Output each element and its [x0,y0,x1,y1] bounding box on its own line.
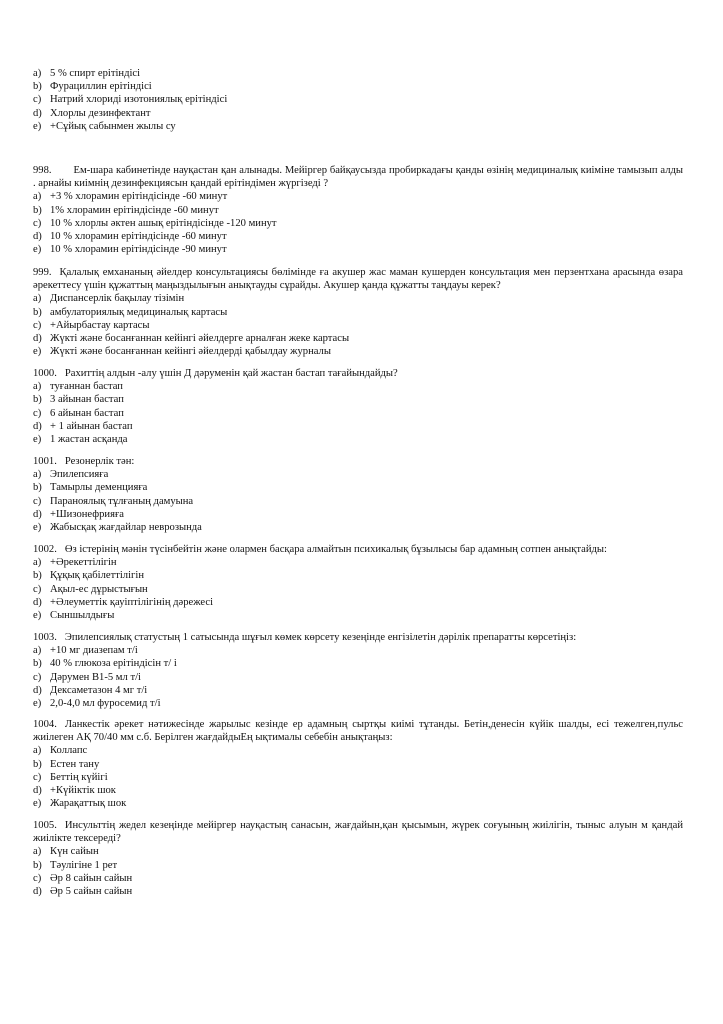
question-number: 999. [33,267,52,278]
option-letter: e) [33,434,42,446]
option-letter: e) [33,610,42,622]
question-block [33,367,683,446]
option-letter: b) [33,570,42,582]
option-text: Беттің күйігі [50,771,108,783]
option-letter: b) [33,394,42,406]
option-letter: c) [33,583,42,595]
option-text: Әр 8 сайын сайын [50,872,133,884]
option-letter: b) [33,81,42,93]
option-letter: a) [33,293,42,305]
option [33,495,683,508]
option [33,481,683,494]
option [33,569,683,582]
question-number: 1004. [33,719,57,730]
option-text: 10 % хлорамин ерітіндісінде -90 минут [50,244,227,256]
option-text: +Күйіктік шок [50,785,116,797]
option [33,107,683,120]
option-text: Коллапс [50,745,88,757]
option-letter: c) [33,217,42,229]
option-letter: e) [33,798,42,810]
option-text: Жүкті және босанғаннан кейінгі әйелдерге арналған жеке картасы [50,333,350,345]
option-text: Жүкті және босанғаннан кейінгі әйелдерді қабылдау журналы [50,346,331,358]
question-body: Резонерлік тән: [64,456,135,467]
option-letter: a) [33,557,42,569]
option-text: Хлорлы дезинфектант [50,107,151,119]
option-letter: b) [33,204,42,216]
option-text: Ақыл-ес дұрыстығын [50,583,148,595]
option [33,345,683,358]
option [33,657,683,670]
option-letter: a) [33,846,42,858]
option-letter: d) [33,785,42,797]
question-body: Ланкестік әрекет нәтижесінде жарылыс кезінде ер адамның сыртқы киімі тұтанды. Бетін,денесін күйік шалды, есі тежелген,пульс жиілеген АҚ 70/40 мм с.б. Берілген жағдайдыЕң ықтималы себебін анықтаңыз: [33,719,683,744]
option [33,93,683,106]
option-letter: a) [33,191,42,203]
option [33,230,683,243]
option-letter: a) [33,68,42,79]
option [33,609,683,622]
option-letter: a) [33,645,42,657]
option-letter: d) [33,420,42,432]
option-text: Тәулігіне 1 рет [50,859,118,871]
option [33,468,683,481]
question-number: 1000. [33,368,57,379]
option-text: Дексаметазон 4 мг т/і [50,684,148,696]
option [33,319,683,332]
option-letter: b) [33,306,42,318]
question-number: 998. [33,165,52,176]
question-block [33,67,683,133]
question-text [33,367,683,380]
option-text: +Әлеуметтік қауіптілігінің дәрежесі [50,596,214,608]
option [33,758,683,771]
option [33,521,683,534]
option-text: Күн сайын [50,846,99,858]
option-letter: e) [33,522,42,534]
option-letter: e) [33,698,42,710]
option-text: Жарақаттық шок [50,798,127,810]
option [33,644,683,657]
option [33,885,683,898]
question-body: Эпилепсиялық статустың 1 сатысында шұғыл көмек көрсету кезеңінде енгізілетін дәрілік препаратты көрсетіңіз: [64,632,577,643]
option [33,845,683,858]
option [33,393,683,406]
option [33,120,683,133]
option [33,306,683,319]
option-letter: c) [33,872,42,884]
question-text [33,543,683,556]
option [33,190,683,203]
option [33,420,683,433]
option [33,556,683,569]
question-block [33,164,683,256]
option [33,80,683,93]
option-text: Параноялық тұлғаның дамуына [50,495,194,507]
question-number: 1003. [33,632,57,643]
option-text: туғаннан бастап [50,381,123,393]
option-letter: c) [33,94,42,106]
option-letter: d) [33,596,42,608]
question-block [33,819,683,898]
option-text: Диспансерлік бақылау тізімін [50,293,185,305]
option [33,380,683,393]
option-letter: e) [33,120,42,132]
option-letter: c) [33,407,42,419]
option [33,583,683,596]
question-text [33,455,683,468]
option-text: Дәрумен В1-5 мл т/і [50,671,141,683]
option-text: Жабысқақ жағдайлар неврозында [50,522,202,534]
option-text: Тамырлы деменцияға [50,482,148,494]
option-text: 40 % глюкоза ерітіндісін т/ і [50,658,177,670]
option-text: 5 % спирт ерітіндісі [50,68,141,79]
option [33,596,683,609]
option [33,433,683,446]
option-letter: e) [33,346,42,358]
option-text: 1% хлорамин ерітіндісінде -60 минут [50,204,219,216]
option-letter: c) [33,771,42,783]
option-letter: c) [33,495,42,507]
question-text [33,819,683,845]
option-letter: d) [33,333,42,345]
question-block [33,543,683,622]
option-letter: b) [33,658,42,670]
option [33,744,683,757]
option [33,872,683,885]
question-body: Қалалық емхананың әйелдер консультациясы бөлімінде ға акушер жас маман кушерден консультация мен перзентхана арасында өзара әрекеттесу үшін құжаттың маңыздылығын анықтауды сұрайды. Акушер қанда құжатты таңдауы керек? [33,267,683,292]
option-text: + 1 айынан бастап [50,420,133,432]
question-block [33,631,683,710]
option-letter: a) [33,381,42,393]
option-letter: d) [33,508,42,520]
option [33,217,683,230]
option [33,671,683,684]
option-text: Құқық қабілеттілігін [50,570,144,582]
question-body: Ем-шара кабинетінде науқастан қан алынады. Мейіргер байқаусызда пробиркадағы қанды өзінің медициналық киіміне тамызып алды . арнайы киімнің дезинфекциясын қандай ерітіндімен жүргізеді ? [33,165,683,190]
option-text: +10 мг диазепам т/і [50,645,138,657]
option-text: 10 % хлорлы әктен ашық ерітіндісінде -120 минут [50,217,277,229]
question-text [33,631,683,644]
option-letter: b) [33,482,42,494]
option [33,508,683,521]
option-letter: c) [33,671,42,683]
option [33,243,683,256]
option-letter: b) [33,859,42,871]
option-letter: d) [33,231,42,243]
option [33,292,683,305]
option-text: +3 % хлорамин ерітіндісінде -60 минут [50,191,228,203]
question-text [33,266,683,292]
option-text: Натрий хлориді изотониялық ерітіндісі [50,94,228,106]
question-body: Өз істерінің мәнін түсінбейтін және олармен басқара алмайтын психикалық бұзылысы бар адамның сотпен анықтайды: [64,544,607,555]
option-text: +Әрекеттілігін [50,557,117,569]
option-text: 1 жастан асқанда [50,434,128,446]
option-text: амбулаториялық медициналық картасы [50,306,228,318]
option-text: 2,0-4,0 мл фуросемид т/і [50,698,161,710]
option-letter: d) [33,684,42,696]
option-letter: b) [33,758,42,770]
option-letter: e) [33,244,42,256]
option-text: 6 айынан бастап [50,407,124,419]
option [33,332,683,345]
question-body: Рахиттің алдын -алу үшін Д дәруменін қай жастан бастап тағайындайды? [64,368,398,379]
option-text: +Сұйық сабынмен жылы су [50,120,176,132]
option [33,859,683,872]
option [33,684,683,697]
option [33,67,683,80]
option [33,784,683,797]
option-text: Фурациллин ерітіндісі [50,81,152,93]
question-block [33,266,683,358]
question-block [33,718,683,810]
option-letter: c) [33,319,42,331]
option-text: 3 айынан бастап [50,394,124,406]
question-block [33,455,683,534]
question-number: 1002. [33,544,57,555]
option [33,204,683,217]
option-letter: a) [33,469,42,481]
option [33,407,683,420]
option-letter: d) [33,107,42,119]
option-text: +Айырбастау картасы [50,319,150,331]
option-text: Эпилепсияға [50,469,109,481]
option-letter: d) [33,886,42,898]
option-text: Сыншылдығы [50,610,115,622]
option-letter: a) [33,745,42,757]
question-number: 1001. [33,456,57,467]
question-number: 1005. [33,820,57,831]
option [33,697,683,710]
option-text: 10 % хлорамин ерітіндісінде -60 минут [50,231,227,243]
option-text: Естен тану [50,758,100,770]
option [33,771,683,784]
question-body: Инсульттің жедел кезеңінде мейіргер науқастың санасын, жағдайын,қан қысымын, жүрек соғуының жиілігін, тыныс алуын м қандай жиілікте тексереді? [33,820,683,845]
option [33,797,683,810]
question-text [33,718,683,744]
option-text: Әр 5 сайын сайын [50,886,133,898]
option-text: +Шизонефрияға [50,508,125,520]
question-text [33,164,683,190]
